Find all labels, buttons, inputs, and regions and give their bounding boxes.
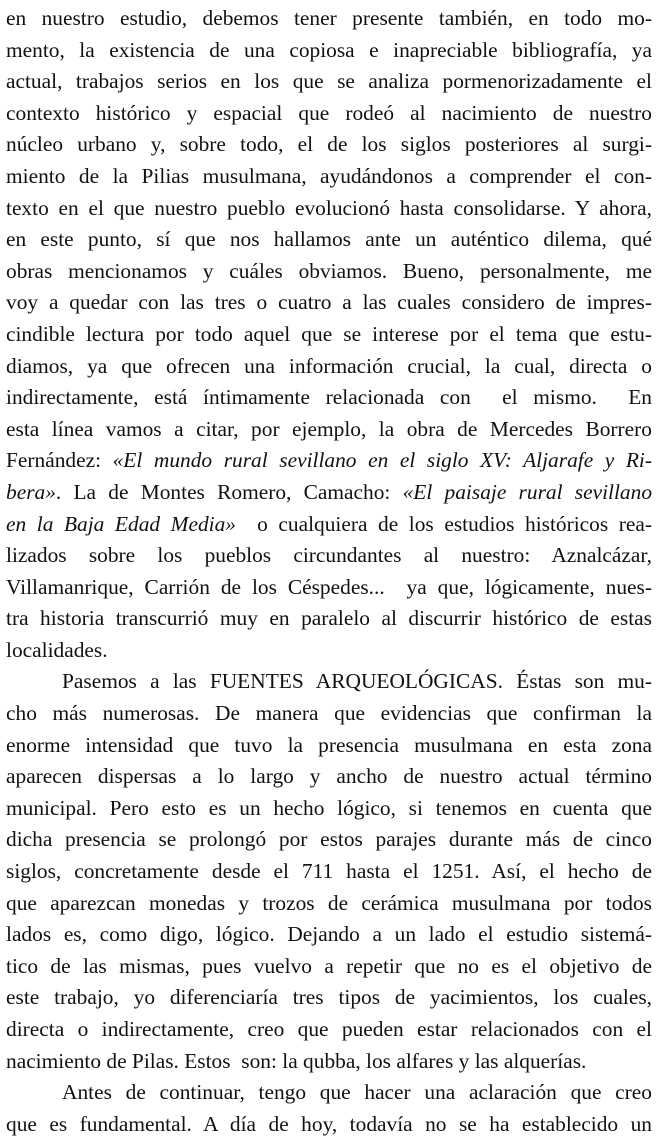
text-line bbox=[6, 730, 652, 762]
text-segment: tico de las mismas, pues vuelvo a repetir que no es el objetivo de bbox=[6, 953, 652, 978]
text-segment: lados es, como digo, lógico. Dejando a un lado el estudio sistemá- bbox=[6, 922, 652, 947]
text-line bbox=[6, 635, 652, 667]
book-title-italic: «El mundo rural sevillano en el siglo XV: Aljarafe y Ri- bbox=[112, 448, 652, 473]
text-line bbox=[6, 477, 652, 509]
text-line bbox=[6, 193, 652, 225]
text-segment: enorme intensidad que tuvo la presencia musulmana en esta zona bbox=[6, 732, 652, 757]
document-page bbox=[6, 3, 652, 1140]
text-segment: tra historia transcurrió muy en paralelo al discurrir histórico de estas bbox=[6, 606, 652, 631]
text-segment: en nuestro estudio, debemos tener presente también, en todo mo- bbox=[6, 6, 652, 30]
text-line bbox=[6, 445, 652, 477]
text-line bbox=[6, 129, 652, 161]
text-segment: siglos, concretamente desde el 711 hasta el 1251. Así, el hecho de bbox=[6, 859, 652, 884]
text-line bbox=[6, 3, 652, 35]
text-line bbox=[6, 509, 652, 541]
text-segment: que aparezcan monedas y trozos de cerámica musulmana por todos bbox=[6, 890, 652, 915]
paragraph-bibliography bbox=[6, 3, 652, 666]
text-line bbox=[6, 856, 652, 888]
text-segment: o cualquiera de los estudios históricos rea- bbox=[236, 511, 652, 536]
text-line bbox=[6, 919, 652, 951]
text-segment: municipal. Pero esto es un hecho lógico, si tenemos en cuenta que bbox=[6, 795, 652, 820]
text-line bbox=[6, 1077, 652, 1109]
text-segment: en este punto, sí que nos hallamos ante un auténtico dilema, qué bbox=[6, 227, 652, 252]
text-segment: cindible lectura por todo aquel que se interese por el tema que estu- bbox=[6, 321, 652, 346]
text-segment: contexto histórico y espacial que rodeó al nacimiento de nuestro bbox=[6, 100, 652, 125]
text-segment: mento, la existencia de una copiosa e inapreciable bibliografía, ya bbox=[6, 37, 652, 62]
text-line bbox=[6, 982, 652, 1014]
text-line bbox=[6, 66, 652, 98]
text-segment: texto en el que nuestro pueblo evolucionó hasta consolidarse. Y ahora, bbox=[6, 195, 652, 220]
text-segment: Pasemos a las FUENTES ARQUEOLÓGICAS. Éstas son mu- bbox=[62, 669, 652, 694]
text-line bbox=[6, 540, 652, 572]
paragraph-archaeological-sources bbox=[6, 666, 652, 1077]
text-segment: núcleo urbano y, sobre todo, el de los siglos posteriores al surgi- bbox=[6, 132, 652, 157]
text-segment: localidades. bbox=[6, 637, 108, 662]
text-line bbox=[6, 603, 652, 635]
text-segment: aparecen dispersas a lo largo y ancho de nuestro actual término bbox=[6, 764, 652, 789]
text-segment: voy a quedar con las tres o cuatro a las cuales considero de impres- bbox=[6, 290, 652, 315]
text-line bbox=[6, 761, 652, 793]
text-line bbox=[6, 888, 652, 920]
text-segment: Fernández: bbox=[6, 448, 113, 473]
text-segment: obras mencionamos y cuáles obviamos. Bueno, personalmente, me bbox=[6, 258, 652, 283]
text-segment: directa o indirectamente, creo que pueden estar relacionados con el bbox=[6, 1017, 652, 1041]
text-line bbox=[6, 698, 652, 730]
text-line bbox=[6, 256, 652, 288]
text-segment: dicha presencia se prolongó por estos parajes durante más de cinco bbox=[6, 827, 652, 852]
text-line bbox=[6, 1014, 652, 1046]
text-segment: nacimiento de Pilas. Estos son: la qubba, los alfares y las alquerías. bbox=[6, 1048, 587, 1073]
text-line bbox=[6, 35, 652, 67]
text-segment: esta línea vamos a citar, por ejemplo, la obra de Mercedes Borrero bbox=[6, 416, 652, 441]
text-line bbox=[6, 824, 652, 856]
text-line bbox=[6, 666, 652, 698]
text-line bbox=[6, 224, 652, 256]
text-segment: indirectamente, está íntimamente relacionada con el mismo. En bbox=[6, 385, 652, 410]
text-segment: cho más numerosas. De manera que evidencias que confirman la bbox=[6, 701, 652, 726]
text-segment: diamos, ya que ofrecen una información crucial, la cual, directa o bbox=[6, 353, 652, 378]
text-line bbox=[6, 287, 652, 319]
text-line bbox=[6, 382, 652, 414]
text-segment: lizados sobre los pueblos circundantes al nuestro: Aznalcázar, bbox=[6, 543, 652, 568]
text-line bbox=[6, 793, 652, 825]
text-line bbox=[6, 572, 652, 604]
text-segment: Villamanrique, Carrión de los Céspedes... ya que, lógicamente, nues- bbox=[6, 574, 652, 599]
text-line bbox=[6, 319, 652, 351]
paragraph-clarification bbox=[6, 1077, 652, 1140]
text-segment: . La de Montes Romero, Camacho: bbox=[55, 479, 403, 504]
text-line bbox=[6, 351, 652, 383]
text-segment: actual, trabajos serios en los que se analiza pormenorizadamente el bbox=[6, 69, 652, 94]
text-segment: Antes de continuar, tengo que hacer una aclaración que creo bbox=[62, 1080, 652, 1105]
book-title-italic: bera» bbox=[6, 479, 56, 504]
text-line bbox=[6, 414, 652, 446]
text-segment: miento de la Pilias musulmana, ayudándonos a comprender el con- bbox=[6, 163, 652, 188]
text-line bbox=[6, 1046, 652, 1078]
text-line bbox=[6, 98, 652, 130]
text-line bbox=[6, 161, 652, 193]
text-body bbox=[6, 3, 652, 1140]
book-title-italic: «El paisaje rural sevillano bbox=[402, 479, 653, 504]
text-segment: este trabajo, yo diferenciaría tres tipos de yacimientos, los cuales, bbox=[6, 985, 652, 1010]
text-segment: que es fundamental. A día de hoy, todavía no se ha establecido un bbox=[6, 1111, 652, 1136]
text-line bbox=[6, 951, 652, 983]
text-line bbox=[6, 1109, 652, 1140]
book-title-italic: en la Baja Edad Media» bbox=[6, 511, 236, 536]
